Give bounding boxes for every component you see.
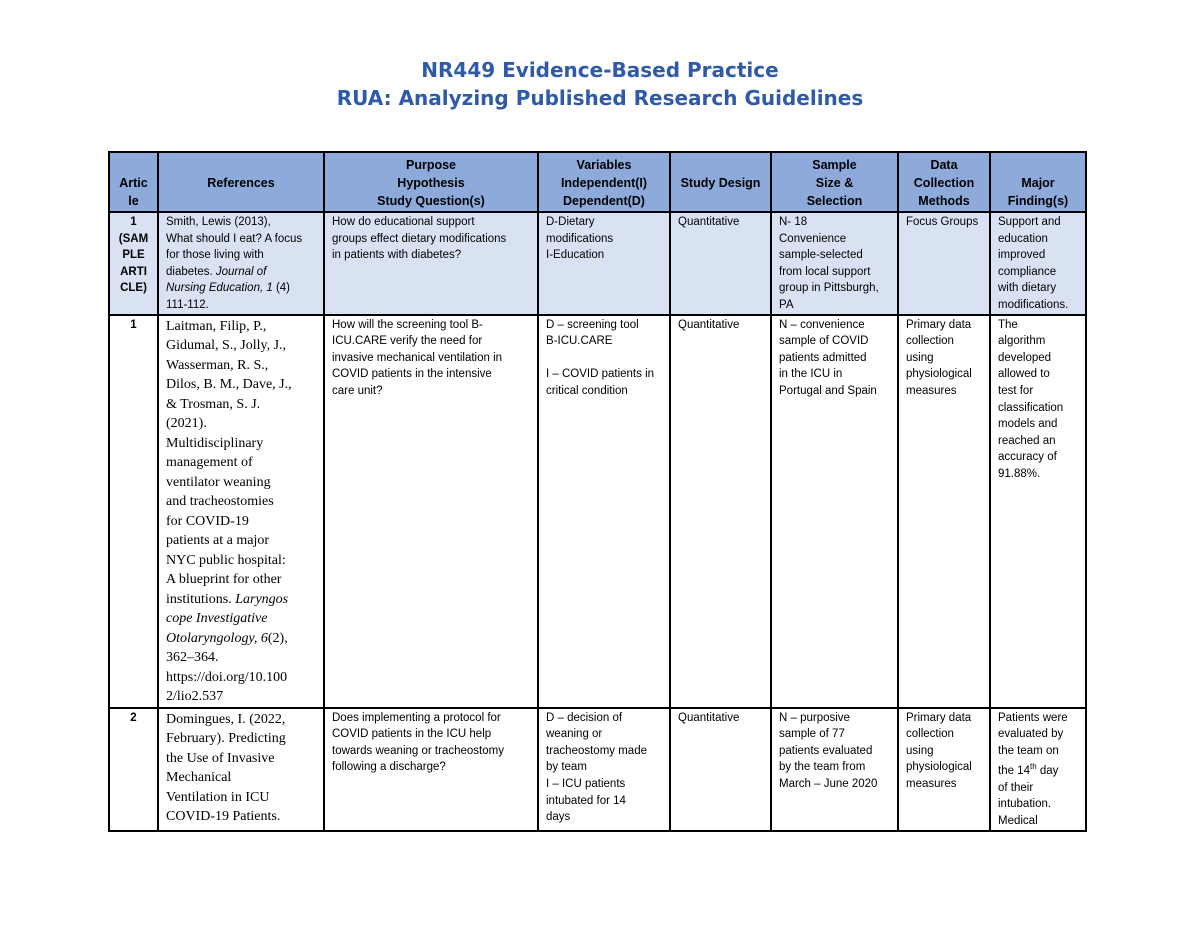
header-purpose: Purpose Hypothesis Study Question(s) [324,152,538,212]
header-study-design: Study Design [670,152,771,212]
row1-findings-cell: The algorithm developed allowed to test for classification models and reached an accuracy of 91.88%. [990,315,1086,708]
header-sample: Sample Size & Selection [771,152,898,212]
row1-variables-cell: D – screening tool B-ICU.CARE I – COVID patients in critical condition [538,315,670,708]
table-row-article-1 [109,315,1086,708]
header-row [109,152,1086,212]
row2-variables-cell: D – decision of weaning or tracheostomy made by team I – ICU patients intubated for 14 days [538,708,670,831]
table-row-article-2 [109,708,1086,831]
sample-reference-cell: Smith, Lewis (2013), What should I eat? A focus for those living with diabetes. Journal of Nursing Education, 1 (4) 111-112. [158,212,324,315]
sample-findings-cell: Support and education improved compliance with dietary modifications. [990,212,1086,315]
row1-data-collection-cell: Primary data collection using physiological measures [898,315,990,708]
row2-purpose-cell: Does implementing a protocol for COVID patients in the ICU help towards weaning or tracheostomy following a discharge? [324,708,538,831]
sample-article-cell: 1 (SAM PLE ARTI CLE) [109,212,158,315]
header-article: Artic le [109,152,158,212]
row2-article-cell: 2 [109,708,158,831]
sample-variables-cell: D-Dietary modifications I-Education [538,212,670,315]
header-references: References [158,152,324,212]
rua-table [108,151,1087,832]
row1-article-cell: 1 [109,315,158,708]
header-findings: Major Finding(s) [990,152,1086,212]
header-data-collection: Data Collection Methods [898,152,990,212]
row2-findings-cell: Patients were evaluated by the team on the 14th day of their intubation. Medical [990,708,1086,831]
row2-data-collection-cell: Primary data collection using physiological measures [898,708,990,831]
table-row-sample [109,212,1086,315]
row2-reference-cell: Domingues, I. (2022, February). Predicting the Use of Invasive Mechanical Ventilation in ICU COVID-19 Patients. [158,708,324,831]
row1-purpose-cell: How will the screening tool B- ICU.CARE verify the need for invasive mechanical ventilation in COVID patients in the intensive care unit? [324,315,538,708]
header-variables: Variables Independent(I) Dependent(D) [538,152,670,212]
sample-sample-cell: N- 18 Convenience sample-selected from local support group in Pittsburgh, PA [771,212,898,315]
row2-sample-cell: N – purposive sample of 77 patients evaluated by the team from March – June 2020 [771,708,898,831]
sample-purpose-cell: How do educational support groups effect dietary modifications in patients with diabetes? [324,212,538,315]
row1-sample-cell: N – convenience sample of COVID patients admitted in the ICU in Portugal and Spain [771,315,898,708]
course-title: NR449 Evidence-Based Practice [421,58,779,82]
document-title [0,56,1200,112]
rua-title: RUA: Analyzing Published Research Guidelines [336,86,864,110]
sample-data-collection-cell: Focus Groups [898,212,990,315]
row1-reference-cell: Laitman, Filip, P., Gidumal, S., Jolly, J., Wasserman, R. S., Dilos, B. M., Dave, J., & Trosman, S. J. (2021). Multidisciplinary management of ventilator weaning and tracheostomies for COVID-19 patients at a major NYC public hospital: A blueprint for other institutions. Laryngos cope Investigative Otolaryngology, 6(2), 362–364. https://doi.org/10.100 2/lio2.537 [158,315,324,708]
row2-design-cell: Quantitative [670,708,771,831]
sample-design-cell: Quantitative [670,212,771,315]
row1-design-cell: Quantitative [670,315,771,708]
